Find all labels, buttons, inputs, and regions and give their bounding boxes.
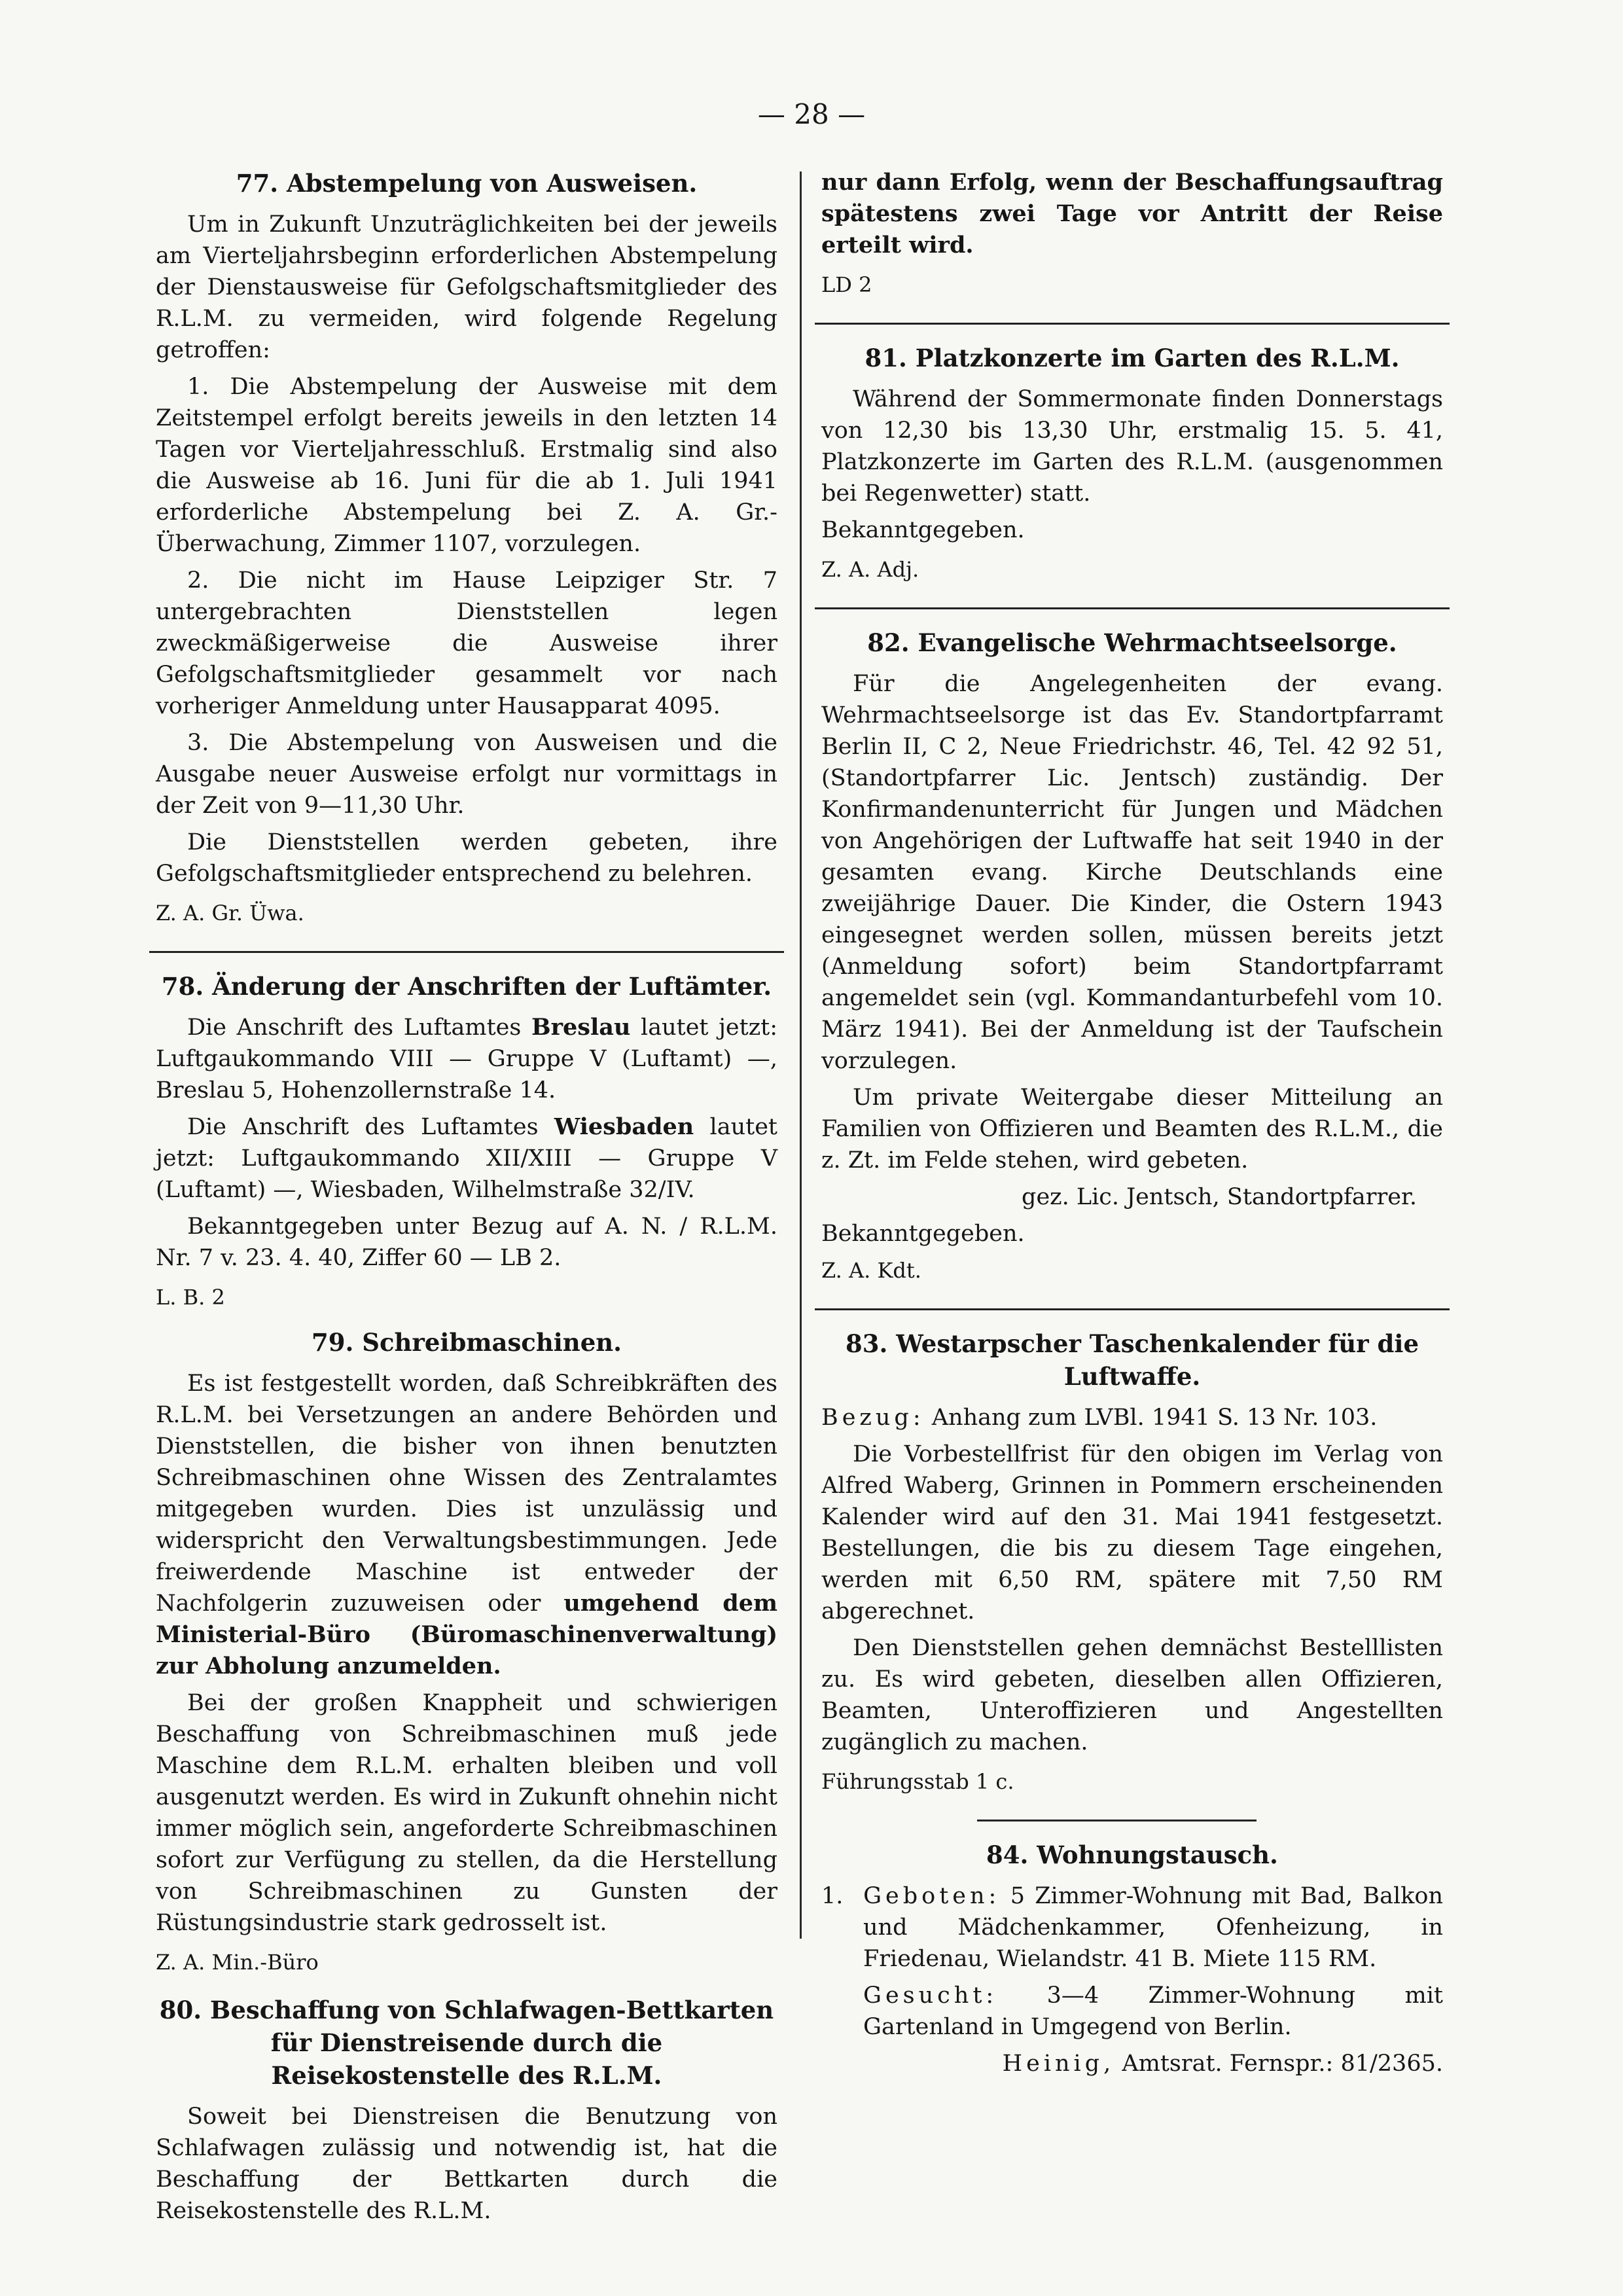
text: Es ist festgestellt worden, daß Schreibkräften des R.L.M. bei Versetzungen an andere Behörden und Dienststellen, die bisher von ihnen benutzten Schreibmaschinen ohne Wissen des Zentralamtes mitgegeben wurden. Dies ist unzulässig und widerspricht den Verwaltungsbestimmungen. Jede freiwerdende Maschine ist entweder der Nachfolgerin zuzuweisen oder — [156, 1371, 777, 1617]
paragraph — [156, 1012, 777, 1106]
section-title: 79. Schreibmaschinen. — [311, 1328, 622, 1357]
office-reference: Führungsstab 1 c. — [821, 1769, 1014, 1794]
office-reference: Z. A. Min.-Büro — [156, 1950, 319, 1975]
paragraph: Die Vorbestellfrist für den obigen im Verlag von Alfred Waberg, Grinnen in Pommern erscheinenden Kalender wird auf den 31. Mai 1941 festgesetzt. Bestellungen, die bis zu diesem Tage eingehen, werden mit 6,50 RM, spätere mit 7,50 RM abgerechnet. — [821, 1441, 1443, 1624]
paragraph: Die Dienststellen werden gebeten, ihre Gefolgschaftsmitglieder entsprechend zu belehren. — [156, 829, 777, 887]
paragraph-continued — [821, 167, 1443, 261]
city-name: Wiesbaden — [554, 1113, 694, 1140]
city-name: Breslau — [531, 1014, 631, 1041]
paragraph — [156, 1368, 777, 1682]
paragraph: Bekanntgegeben unter Bezug auf A. N. / R.L.M. Nr. 7 v. 23. 4. 40, Ziffer 60 — LB 2. — [156, 1213, 777, 1271]
section-title: 80. Beschaffung von Schlafwagen-Bettkarten für Dienstreisende durch die Reisekostenstelle des R.L.M. — [159, 1996, 774, 2090]
section-title: 84. Wohnungstausch. — [986, 1840, 1278, 1869]
section-separator — [815, 1308, 1450, 1310]
text: Anhang zum LVBl. 1941 S. 13 Nr. 103. — [924, 1405, 1378, 1431]
right-column — [821, 167, 1443, 2085]
section-title: 83. Westarpscher Taschenkalender für die Luftwaffe. — [846, 1329, 1419, 1391]
section-83 — [821, 1327, 1443, 1797]
item-number: 1. — [821, 1883, 844, 1909]
page-number: — 28 — — [757, 98, 866, 130]
section-80 — [156, 1994, 777, 2227]
office-reference: L. B. 2 — [156, 1285, 225, 1310]
label: Geboten: — [863, 1883, 1001, 1909]
text: 5 Zimmer-Wohnung mit Bad, Balkon und Mädchenkammer, Ofenheizung, in Friedenau, Wielandstr. 41 B. Miete 115 RM. — [863, 1883, 1443, 1972]
section-82 — [821, 626, 1443, 1286]
section-separator — [149, 951, 784, 953]
signature: gez. Lic. Jentsch, Standortpfarrer. — [1022, 1184, 1417, 1210]
column-divider — [800, 171, 802, 1939]
list-item: 3. Die Abstempelung von Ausweisen und die Ausgabe neuer Ausweise erfolgt nur vormittags in der Zeit von 9—11,30 Uhr. — [156, 730, 777, 819]
section-81 — [821, 342, 1443, 585]
text: lautet jetzt: Luftgaukommando XII/XIII — Gruppe V (Luftamt) —, Wiesbaden, Wilhelmstraße 32/IV. — [156, 1114, 777, 1203]
list-item — [821, 1880, 1443, 1975]
section-separator — [815, 323, 1450, 325]
office-reference: Z. A. Kdt. — [821, 1258, 921, 1283]
section-title: 81. Platzkonzerte im Garten des R.L.M. — [865, 344, 1400, 372]
section-title: 77. Abstempelung von Ausweisen. — [236, 169, 698, 198]
reference-line — [821, 1402, 1443, 1433]
paragraph: Um private Weitergabe dieser Mitteilung an Familien von Offizieren und Beamten des R.L.M., die z. Zt. im Felde stehen, wird gebeten. — [821, 1085, 1443, 1174]
section-separator — [815, 607, 1450, 609]
paragraph: Um in Zukunft Unzuträglichkeiten bei der jeweils am Vierteljahrsbeginn erforderlichen Abstempelung der Dienstausweise für Gefolgschaftsmitglieder des R.L.M. zu vermeiden, wird folgende Regelung getroffen: — [156, 211, 777, 363]
text: Die Anschrift des Luftamtes — [187, 1014, 531, 1041]
text: Amtsrat. Fernspr.: 81/2365. — [1115, 2051, 1443, 2077]
text: Die Anschrift des Luftamtes — [187, 1114, 554, 1140]
section-79 — [156, 1326, 777, 1978]
paragraph: Bei der großen Knappheit und schwierigen Beschaffung von Schreibmaschinen muß jede Maschine dem R.L.M. erhalten bleiben und voll ausgenutzt werden. Es wird in Zukunft ohnehin nicht immer möglich sein, angeforderte Schreibmaschinen sofort zur Verfügung zu stellen, da die Herstellung von Schreibmaschinen zu Gunsten der Rüstungsindustrie stark gedrosselt ist. — [156, 1690, 777, 1936]
text: 3—4 Zimmer-Wohnung mit Gartenland in Umgegend von Berlin. — [863, 1982, 1443, 2040]
office-reference: Z. A. Adj. — [821, 557, 919, 582]
contact-name: Heinig, — [1002, 2051, 1115, 2077]
paragraph: Für die Angelegenheiten der evang. Wehrmachtseelsorge ist das Ev. Standortpfarramt Berlin II, C 2, Neue Friedrichstr. 46, Tel. 42 92 51, (Standortpfarrer Lic. Jentsch) zuständig. Der Konfirmandenunterricht für Jungen und Mädchen von Angehörigen der Luftwaffe hat seit 1940 in der gesamten evang. Kirche Deutschlands eine zweijährige Dauer. Die Kinder, die Ostern 1943 eingesegnet werden sollen, müssen bereits jetzt (Anmeldung sofort) beim Standortpfarramt angemeldet sein (vgl. Kommandanturbefehl vom 10. März 1941). Bei der Anmeldung ist der Taufschein vorzulegen. — [821, 671, 1443, 1074]
list-item: 1. Die Abstempelung der Ausweise mit dem Zeitstempel erfolgt bereits jeweils in den letzten 14 Tagen vor Vierteljahresschluß. Erstmalig sind also die Ausweise ab 16. Juni für die ab 1. Juli 1941 erforderliche Abstempelung bei Z. A. Gr.-Überwachung, Zimmer 1107, vorzulegen. — [156, 374, 777, 557]
section-separator — [977, 1820, 1257, 1821]
section-title: 78. Änderung der Anschriften der Luftämter. — [161, 972, 772, 1001]
paragraph: Den Dienststellen gehen demnächst Bestelllisten zu. Es wird gebeten, dieselben allen Offizieren, Beamten, Unteroffizieren und Angestellten zugänglich zu machen. — [821, 1635, 1443, 1755]
left-column — [156, 167, 777, 2232]
paragraph — [156, 1111, 777, 1206]
section-77 — [156, 167, 777, 929]
paragraph: Bekanntgegeben. — [821, 517, 1025, 543]
emphasis: nur dann Erfolg, wenn der Beschaffungsauftrag spätestens zwei Tage vor Antritt der Reise erteilt wird. — [821, 169, 1443, 259]
section-title: 82. Evangelische Wehrmachtseelsorge. — [867, 628, 1397, 657]
paragraph: Bekanntgegeben. — [821, 1221, 1025, 1247]
text: lautet jetzt: Luftgaukommando VIII — Gruppe V (Luftamt) —, Breslau 5, Hohenzollernstraße 14. — [156, 1014, 778, 1103]
emphasis: umgehend dem Ministerial-Büro (Büromaschinenverwaltung) zur Abholung anzumelden. — [156, 1590, 777, 1679]
label: Bezug: — [821, 1405, 925, 1431]
section-78 — [156, 970, 777, 1313]
text: Soweit bei Dienstreisen die Benutzung von Schlafwagen zulässig und notwendig ist, hat die Beschaffung der Bettkarten durch die Reisekostenstelle des R.L.M. — [156, 2104, 777, 2224]
list-item: 2. Die nicht im Hause Leipziger Str. 7 untergebrachten Dienststellen legen zweckmäßigerweise die Ausweise ihrer Gefolgschaftsmitglieder gesammelt vor nach vorheriger Anmeldung unter Hausapparat 4095. — [156, 567, 777, 719]
list-item-detail — [821, 1980, 1443, 2043]
office-reference: LD 2 — [821, 272, 872, 297]
label: Gesucht: — [863, 1982, 998, 2009]
section-84 — [821, 1839, 1443, 2079]
paragraph — [156, 2101, 777, 2227]
contact-line — [821, 2048, 1443, 2079]
paragraph: Während der Sommermonate finden Donnerstags von 12,30 bis 13,30 Uhr, erstmalig 15. 5. 41, Platzkonzerte im Garten des R.L.M. (ausgenommen bei Regenwetter) statt. — [821, 386, 1443, 507]
office-reference: Z. A. Gr. Üwa. — [156, 901, 304, 925]
